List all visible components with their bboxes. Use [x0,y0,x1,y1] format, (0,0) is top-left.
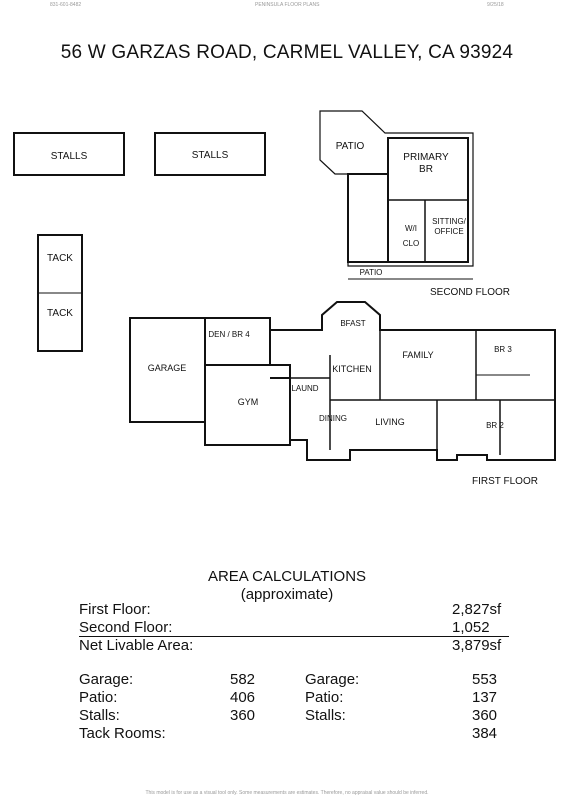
br2-label: BR 2 [486,421,504,430]
wi-label: W/I [405,224,417,233]
tack-bottom-label: TACK [47,308,73,319]
first-floor-value: 2,827sf [452,601,502,618]
left-patio-label: Patio: [79,689,118,706]
left-garage-label: Garage: [79,671,134,688]
office-label: OFFICE [434,227,464,236]
den-label: DEN / BR 4 [208,330,250,339]
left-stalls-value: 360 [230,707,256,724]
first-floor-label: First Floor: [79,601,151,618]
header-company: PENINSULA FLOOR PLANS [255,2,320,8]
area-calculations-title: AREA CALCULATIONS [207,568,367,585]
tack-rooms-value: 384 [472,725,498,742]
primary-br-label-2: BR [419,164,433,175]
stalls-1-label: STALLS [50,151,88,162]
right-patio-label: Patio: [305,689,344,706]
area-calculations-subtitle: (approximate) [240,586,334,603]
left-patio-value: 406 [230,689,256,706]
net-livable-value: 3,879sf [452,637,502,654]
right-garage-label: Garage: [305,671,360,688]
first-floor-label: FIRST FLOOR [472,476,538,487]
stalls-2-label: STALLS [191,150,229,161]
garage-label: GARAGE [147,363,187,373]
second-floor-label: SECOND FLOOR [429,287,511,298]
first-floor-outline [270,302,555,460]
bfast-label: BFAST [340,319,366,328]
living-label: LIVING [375,417,405,427]
left-stalls-label: Stalls: [79,707,120,724]
br3-label: BR 3 [494,345,512,354]
den-outline [205,318,270,365]
family-label: FAMILY [402,350,434,360]
second-floor-outline [320,111,473,266]
left-garage-value: 582 [230,671,256,688]
right-stalls-value: 360 [472,707,498,724]
header-date: 9/25/18 [487,2,504,8]
clo-label: CLO [402,239,420,248]
right-stalls-label: Stalls: [305,707,346,724]
laund-label: LAUND [291,384,319,393]
dining-label: DINING [319,414,347,423]
header-phone: 831-601-8482 [50,2,82,8]
footer-disclaimer: This model is for use as a visual tool only. Some measurements are estimates. Therefore, no appraisal value should be inferred. [145,790,429,796]
net-livable-label: Net Livable Area: [79,637,194,654]
gym-label: GYM [237,397,259,407]
patio-bottom-label: PATIO [359,268,383,277]
primary-br-label: PRIMARY [403,152,449,163]
kitchen-label: KITCHEN [332,364,372,374]
tack-rooms-label: Tack Rooms: [79,725,166,742]
right-patio-value: 137 [472,689,498,706]
patio-top-label: PATIO [335,141,365,152]
second-floor-value: 1,052 [452,619,490,636]
property-address-title: 56 W GARZAS ROAD, CARMEL VALLEY, CA 93924 [60,42,514,63]
sitting-label: SITTING/ [432,217,466,226]
second-floor-label: Second Floor: [79,619,173,636]
right-garage-value: 553 [472,671,498,688]
tack-top-label: TACK [47,253,73,264]
